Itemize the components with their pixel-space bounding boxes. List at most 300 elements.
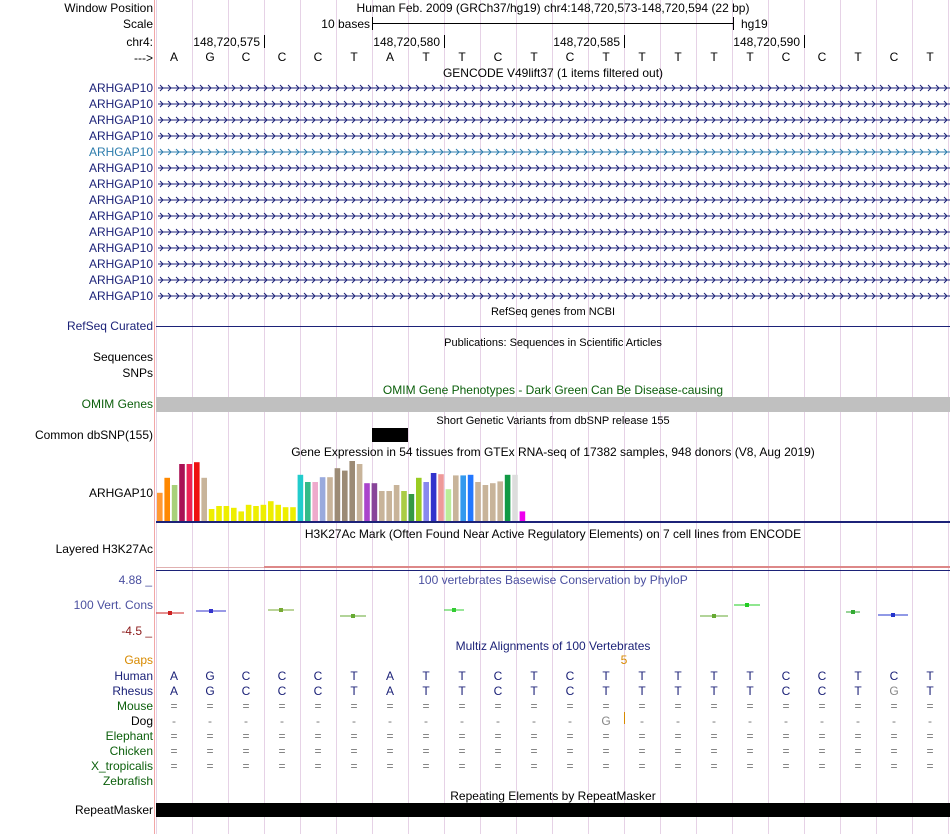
multiz-base: C: [313, 669, 323, 683]
multiz-base: -: [820, 714, 824, 728]
omim-track-title: OMIM Gene Phenotypes - Dark Green Can Be Disease-causing: [382, 383, 724, 397]
multiz-base: T: [350, 684, 358, 698]
multiz-base: =: [818, 699, 826, 713]
phylop-score-point: [891, 613, 895, 617]
multiz-base: =: [854, 759, 862, 773]
multiz-base: -: [280, 714, 284, 728]
multiz-base: =: [386, 729, 394, 743]
gtex-tissue-bar[interactable]: [283, 507, 289, 521]
gtex-tissue-bar[interactable]: [268, 501, 274, 521]
multiz-base: -: [424, 714, 428, 728]
multiz-base: =: [494, 699, 502, 713]
multiz-base: T: [674, 684, 682, 698]
gtex-tissue-bar[interactable]: [261, 505, 267, 521]
gtex-tissue-bar[interactable]: [401, 491, 407, 521]
multiz-base: =: [674, 744, 682, 758]
phylop-score-point: [168, 611, 172, 615]
multiz-base: =: [278, 729, 286, 743]
gtex-tissue-bar[interactable]: [172, 485, 178, 521]
scale-label: Scale: [122, 17, 153, 31]
gtex-tissue-bar[interactable]: [253, 506, 259, 521]
repeatmasker-track-title: Repeating Elements by RepeatMasker: [450, 789, 656, 803]
gtex-tissue-bar[interactable]: [349, 461, 355, 521]
multiz-base: =: [782, 699, 790, 713]
ruler-tick: [264, 35, 265, 48]
multiz-base: =: [890, 729, 898, 743]
multiz-base: T: [710, 684, 718, 698]
multiz-base: =: [746, 729, 754, 743]
multiz-base: =: [890, 699, 898, 713]
ruler-base: T: [458, 50, 466, 64]
publications-snps-label[interactable]: SNPs: [122, 366, 153, 380]
multiz-base: =: [926, 729, 934, 743]
ruler-base: A: [169, 50, 178, 64]
multiz-base: =: [602, 699, 610, 713]
gtex-tissue-bar[interactable]: [194, 462, 200, 521]
dbsnp-label[interactable]: Common dbSNP(155): [34, 428, 153, 442]
ruler-base: T: [602, 50, 610, 64]
multiz-base: =: [674, 729, 682, 743]
multiz-species-label[interactable]: Rhesus: [112, 684, 153, 698]
multiz-base: -: [712, 714, 716, 728]
publications-track-title: Publications: Sequences in Scientific Articles: [444, 337, 662, 349]
ruler-base: C: [277, 50, 287, 64]
gtex-tissue-bar[interactable]: [201, 478, 207, 521]
ruler-tick: [444, 35, 445, 48]
multiz-base: =: [350, 729, 358, 743]
multiz-base: =: [926, 699, 934, 713]
ruler-base: T: [674, 50, 682, 64]
refseq-label[interactable]: RefSeq Curated: [66, 319, 153, 333]
multiz-base: =: [638, 744, 646, 758]
multiz-base: T: [458, 669, 466, 683]
phylop-score-point: [851, 610, 855, 614]
multiz-base: =: [278, 759, 286, 773]
gencode-track-title: GENCODE V49lift37 (1 items filtered out): [442, 66, 664, 80]
gtex-tissue-bar[interactable]: [475, 482, 481, 521]
multiz-base: T: [746, 684, 754, 698]
multiz-base: =: [566, 744, 574, 758]
multiz-base: =: [458, 729, 466, 743]
multiz-base: T: [458, 684, 466, 698]
multiz-base: -: [856, 714, 860, 728]
gtex-tissue-bar[interactable]: [179, 464, 185, 521]
gencode-gene-label[interactable]: ARHGAP10: [88, 289, 153, 303]
multiz-base: =: [278, 744, 286, 758]
multiz-base: =: [818, 744, 826, 758]
multiz-base: C: [817, 669, 827, 683]
gencode-gene-label[interactable]: ARHGAP10: [88, 225, 153, 239]
multiz-base: T: [530, 684, 538, 698]
gtex-tissue-bar[interactable]: [342, 471, 348, 521]
multiz-base: C: [781, 669, 791, 683]
gtex-tissue-bar[interactable]: [224, 506, 230, 521]
multiz-base: =: [710, 759, 718, 773]
multiz-base: =: [422, 729, 430, 743]
gencode-gene-label[interactable]: ARHGAP10: [88, 129, 153, 143]
multiz-base: G: [205, 684, 215, 698]
gtex-tissue-bar[interactable]: [231, 508, 237, 521]
scale-bar-left-tick: [372, 17, 373, 30]
multiz-base: =: [674, 699, 682, 713]
scale-text: 10 bases: [321, 17, 370, 31]
gtex-tissue-bar[interactable]: [357, 464, 363, 521]
multiz-base: =: [494, 759, 502, 773]
gencode-gene-label[interactable]: ARHGAP10: [88, 81, 153, 95]
gtex-tissue-bar[interactable]: [512, 475, 518, 521]
multiz-base: =: [494, 729, 502, 743]
multiz-base: =: [746, 759, 754, 773]
omim-label[interactable]: OMIM Genes: [81, 397, 153, 411]
multiz-base: -: [352, 714, 356, 728]
multiz-base: T: [422, 684, 430, 698]
multiz-base: =: [242, 744, 250, 758]
multiz-base: G: [889, 684, 899, 698]
phylop-ymin: -4.5 _: [121, 624, 152, 638]
gtex-tissue-bar[interactable]: [238, 511, 244, 521]
multiz-base: T: [854, 684, 862, 698]
ruler-base: C: [817, 50, 827, 64]
gencode-gene-label[interactable]: ARHGAP10: [88, 257, 153, 271]
gtex-tissue-bar[interactable]: [164, 478, 170, 521]
gencode-gene-label[interactable]: ARHGAP10: [88, 177, 153, 191]
multiz-base: =: [854, 744, 862, 758]
multiz-base: =: [530, 744, 538, 758]
gtex-tissue-bar[interactable]: [386, 491, 392, 521]
gtex-tissue-bar[interactable]: [453, 475, 459, 521]
multiz-base: =: [242, 759, 250, 773]
gtex-tissue-bar[interactable]: [446, 489, 452, 521]
gtex-gene-line: [156, 521, 950, 523]
multiz-base: =: [206, 729, 214, 743]
ruler-position-label: 148,720,590: [733, 35, 800, 49]
multiz-base: =: [314, 759, 322, 773]
phylop-track-title: 100 vertebrates Basewise Conservation by PhyloP: [418, 573, 688, 587]
multiz-track-title: Multiz Alignments of 100 Vertebrates: [455, 639, 651, 653]
multiz-base: C: [241, 669, 251, 683]
gtex-tissue-bar[interactable]: [312, 482, 318, 521]
multiz-base: =: [818, 729, 826, 743]
gtex-tissue-bar[interactable]: [520, 511, 526, 521]
multiz-base: =: [458, 744, 466, 758]
multiz-base: -: [676, 714, 680, 728]
ruler-tick: [804, 35, 805, 48]
ruler-base: T: [926, 50, 934, 64]
multiz-base: C: [493, 684, 503, 698]
gtex-tissue-bar[interactable]: [209, 509, 215, 521]
gtex-tissue-bar[interactable]: [290, 507, 296, 521]
ruler-base: T: [854, 50, 862, 64]
multiz-base: =: [386, 744, 394, 758]
gtex-tissue-bar[interactable]: [438, 474, 444, 521]
gtex-tissue-bar[interactable]: [298, 475, 304, 521]
phylop-score-point: [745, 603, 749, 607]
label-divider: [154, 0, 155, 834]
multiz-base: -: [748, 714, 752, 728]
ruler-base: T: [638, 50, 646, 64]
multiz-base: -: [388, 714, 392, 728]
h3k27ac-track-title: H3K27Ac Mark (Often Found Near Active Regulatory Elements) on 7 cell lines from ENCODE: [304, 527, 802, 541]
multiz-base: C: [241, 684, 251, 698]
multiz-base: =: [422, 759, 430, 773]
ruler-position-label: 148,720,580: [373, 35, 440, 49]
multiz-base: =: [458, 699, 466, 713]
multiz-base: -: [460, 714, 464, 728]
multiz-base: =: [602, 729, 610, 743]
multiz-base: =: [170, 699, 178, 713]
phylop-score-point: [209, 609, 213, 613]
multiz-base: T: [926, 684, 934, 698]
multiz-base: =: [206, 744, 214, 758]
multiz-base: =: [386, 699, 394, 713]
multiz-base: =: [890, 744, 898, 758]
multiz-base: =: [638, 699, 646, 713]
multiz-base: =: [206, 759, 214, 773]
multiz-base: -: [640, 714, 644, 728]
ruler-position-label: 148,720,575: [193, 35, 260, 49]
multiz-base: =: [422, 699, 430, 713]
omim-feature-bar[interactable]: [156, 397, 950, 412]
multiz-base: =: [494, 744, 502, 758]
multiz-base: A: [385, 684, 394, 698]
multiz-base: A: [169, 684, 178, 698]
multiz-base: =: [314, 729, 322, 743]
gencode-gene-label[interactable]: ARHGAP10: [88, 113, 153, 127]
multiz-base: A: [169, 669, 178, 683]
multiz-base: G: [205, 669, 215, 683]
ruler-base: C: [493, 50, 503, 64]
phylop-conservation-plot[interactable]: [156, 598, 950, 628]
multiz-base: =: [206, 699, 214, 713]
gencode-gene-label[interactable]: ARHGAP10: [88, 273, 153, 287]
multiz-base: =: [818, 759, 826, 773]
multiz-base: =: [746, 744, 754, 758]
scale-bar-right-tick: [733, 17, 734, 30]
multiz-base: T: [746, 669, 754, 683]
refseq-gene-line[interactable]: [156, 326, 950, 327]
repeatmasker-element[interactable]: [156, 803, 950, 817]
multiz-base: C: [781, 684, 791, 698]
multiz-base: -: [316, 714, 320, 728]
multiz-base: C: [889, 669, 899, 683]
multiz-base: =: [530, 699, 538, 713]
multiz-base: =: [350, 759, 358, 773]
chrom-label: chr4:: [126, 35, 153, 49]
multiz-base: -: [892, 714, 896, 728]
multiz-base: C: [277, 669, 287, 683]
gtex-tissue-bar[interactable]: [327, 477, 333, 521]
multiz-base: -: [244, 714, 248, 728]
ruler-position-label: 148,720,585: [553, 35, 620, 49]
ruler-base: C: [313, 50, 323, 64]
multiz-base: T: [710, 669, 718, 683]
gtex-tissue-bar[interactable]: [394, 485, 400, 521]
gtex-tissue-bar[interactable]: [468, 475, 474, 521]
multiz-base: =: [314, 744, 322, 758]
h3k27ac-divider: [156, 570, 950, 571]
multiz-species-label[interactable]: Elephant: [105, 729, 153, 743]
multiz-species-label[interactable]: X_tropicalis: [90, 759, 153, 773]
multiz-base: =: [566, 699, 574, 713]
phylop-score-point: [279, 608, 283, 612]
multiz-base: T: [350, 669, 358, 683]
ruler-base: G: [205, 50, 215, 64]
gtex-tissue-bar[interactable]: [409, 494, 415, 521]
multiz-base: T: [926, 669, 934, 683]
ruler-base: C: [889, 50, 899, 64]
gencode-gene-label[interactable]: ARHGAP10: [88, 97, 153, 111]
multiz-base: T: [530, 669, 538, 683]
gtex-tissue-bar[interactable]: [335, 468, 341, 521]
gtex-tissue-bar[interactable]: [187, 464, 193, 521]
multiz-base: =: [710, 729, 718, 743]
multiz-base: =: [530, 729, 538, 743]
multiz-base: =: [170, 759, 178, 773]
phylop-ymax: 4.88 _: [118, 573, 152, 587]
gtex-expression-chart[interactable]: [156, 460, 536, 522]
gtex-tissue-bar[interactable]: [505, 475, 511, 521]
gaps-label: Gaps: [124, 653, 153, 667]
multiz-base: G: [601, 714, 611, 728]
gencode-gene-label[interactable]: ARHGAP10: [88, 161, 153, 175]
publications-sequences-label[interactable]: Sequences: [92, 350, 153, 364]
multiz-base: =: [170, 744, 178, 758]
gtex-tissue-bar[interactable]: [157, 493, 163, 521]
gtex-tissue-bar[interactable]: [483, 485, 489, 521]
multiz-base: =: [602, 759, 610, 773]
multiz-base: -: [784, 714, 788, 728]
multiz-base: =: [782, 744, 790, 758]
scale-bar: [372, 23, 733, 24]
h3k27ac-label[interactable]: Layered H3K27Ac: [55, 542, 153, 556]
strand-label: --->: [134, 51, 153, 65]
db-label: hg19: [741, 17, 768, 31]
gtex-tissue-bar[interactable]: [379, 491, 385, 521]
ruler-base: C: [781, 50, 791, 64]
multiz-base: =: [710, 744, 718, 758]
multiz-base: C: [817, 684, 827, 698]
multiz-species-label[interactable]: Human: [114, 669, 153, 683]
multiz-base: =: [314, 699, 322, 713]
ruler-base: C: [241, 50, 251, 64]
h3k27ac-signal[interactable]: [264, 566, 950, 568]
gtex-tissue-bar[interactable]: [275, 505, 281, 521]
multiz-base: -: [208, 714, 212, 728]
multiz-base: =: [602, 744, 610, 758]
ruler-base: T: [530, 50, 538, 64]
phylop-score-point: [452, 608, 456, 612]
multiz-base: T: [674, 669, 682, 683]
multiz-base: =: [782, 729, 790, 743]
multiz-species-label[interactable]: Zebrafish: [102, 774, 153, 788]
gtex-tissue-bar[interactable]: [490, 483, 496, 521]
multiz-base: =: [746, 699, 754, 713]
ruler-base: T: [422, 50, 430, 64]
multiz-base: =: [242, 729, 250, 743]
gencode-gene-label[interactable]: ARHGAP10: [88, 209, 153, 223]
multiz-base: =: [854, 699, 862, 713]
gencode-gene-label[interactable]: ARHGAP10: [88, 241, 153, 255]
multiz-base: =: [566, 759, 574, 773]
multiz-base: C: [565, 684, 575, 698]
multiz-species-label[interactable]: Dog: [130, 714, 153, 728]
multiz-base: =: [674, 759, 682, 773]
multiz-base: C: [565, 669, 575, 683]
gtex-tissue-bar[interactable]: [460, 475, 466, 521]
gtex-tissue-bar[interactable]: [320, 477, 326, 521]
gap-count: 5: [620, 653, 628, 667]
multiz-base: =: [422, 744, 430, 758]
ruler-base: C: [565, 50, 575, 64]
multiz-base: =: [890, 759, 898, 773]
gtex-tissue-bar[interactable]: [431, 473, 437, 521]
ruler-base: A: [385, 50, 394, 64]
multiz-base: T: [638, 669, 646, 683]
gtex-tissue-bar[interactable]: [216, 506, 222, 521]
multiz-base: T: [602, 684, 610, 698]
refseq-track-title: RefSeq genes from NCBI: [490, 306, 616, 318]
gtex-tissue-bar[interactable]: [305, 482, 311, 521]
multiz-base: =: [350, 744, 358, 758]
gtex-tissue-bar[interactable]: [423, 482, 429, 521]
multiz-base: C: [493, 669, 503, 683]
multiz-base: A: [385, 669, 394, 683]
phylop-label[interactable]: 100 Vert. Cons: [73, 598, 153, 612]
multiz-base: =: [386, 759, 394, 773]
multiz-base: =: [242, 699, 250, 713]
gencode-gene-models[interactable]: [156, 80, 950, 304]
assembly-position: Human Feb. 2009 (GRCh37/hg19) chr4:148,720,573-148,720,594 (22 bp): [356, 1, 750, 15]
gencode-gene-label[interactable]: ARHGAP10: [88, 145, 153, 159]
multiz-base: =: [530, 759, 538, 773]
gencode-gene-label[interactable]: ARHGAP10: [88, 193, 153, 207]
multiz-base: =: [926, 759, 934, 773]
gtex-tissue-bar[interactable]: [372, 483, 378, 521]
multiz-base: =: [710, 699, 718, 713]
multiz-base: -: [172, 714, 176, 728]
window-position-label: Window Position: [64, 1, 153, 15]
multiz-base: =: [566, 729, 574, 743]
multiz-base: C: [277, 684, 287, 698]
multiz-base: =: [926, 744, 934, 758]
multiz-base: =: [458, 759, 466, 773]
gtex-tissue-bar[interactable]: [246, 505, 252, 521]
multiz-base: -: [532, 714, 536, 728]
gtex-tissue-bar[interactable]: [416, 478, 422, 521]
multiz-base: =: [170, 729, 178, 743]
ruler-tick: [624, 35, 625, 48]
repeatmasker-label[interactable]: RepeatMasker: [74, 803, 153, 817]
multiz-base: T: [854, 669, 862, 683]
dbsnp-track-title: Short Genetic Variants from dbSNP release 155: [436, 415, 670, 427]
gtex-tissue-bar[interactable]: [497, 481, 503, 521]
dbsnp-variant[interactable]: [372, 428, 408, 442]
multiz-species-label[interactable]: Chicken: [109, 744, 153, 758]
gtex-track-title: Gene Expression in 54 tissues from GTEx RNA-seq of 17382 samples, 948 donors (V8, Aug 2019): [291, 445, 815, 459]
multiz-base: -: [568, 714, 572, 728]
multiz-base: C: [313, 684, 323, 698]
gtex-tissue-bar[interactable]: [364, 483, 370, 521]
ruler-base: T: [350, 50, 358, 64]
multiz-species-label[interactable]: Mouse: [116, 699, 153, 713]
multiz-base: =: [854, 729, 862, 743]
gtex-label[interactable]: ARHGAP10: [88, 486, 153, 500]
ruler-base: T: [746, 50, 754, 64]
multiz-base: T: [602, 669, 610, 683]
ruler-base: T: [710, 50, 718, 64]
multiz-base: T: [638, 684, 646, 698]
multiz-base: T: [422, 669, 430, 683]
